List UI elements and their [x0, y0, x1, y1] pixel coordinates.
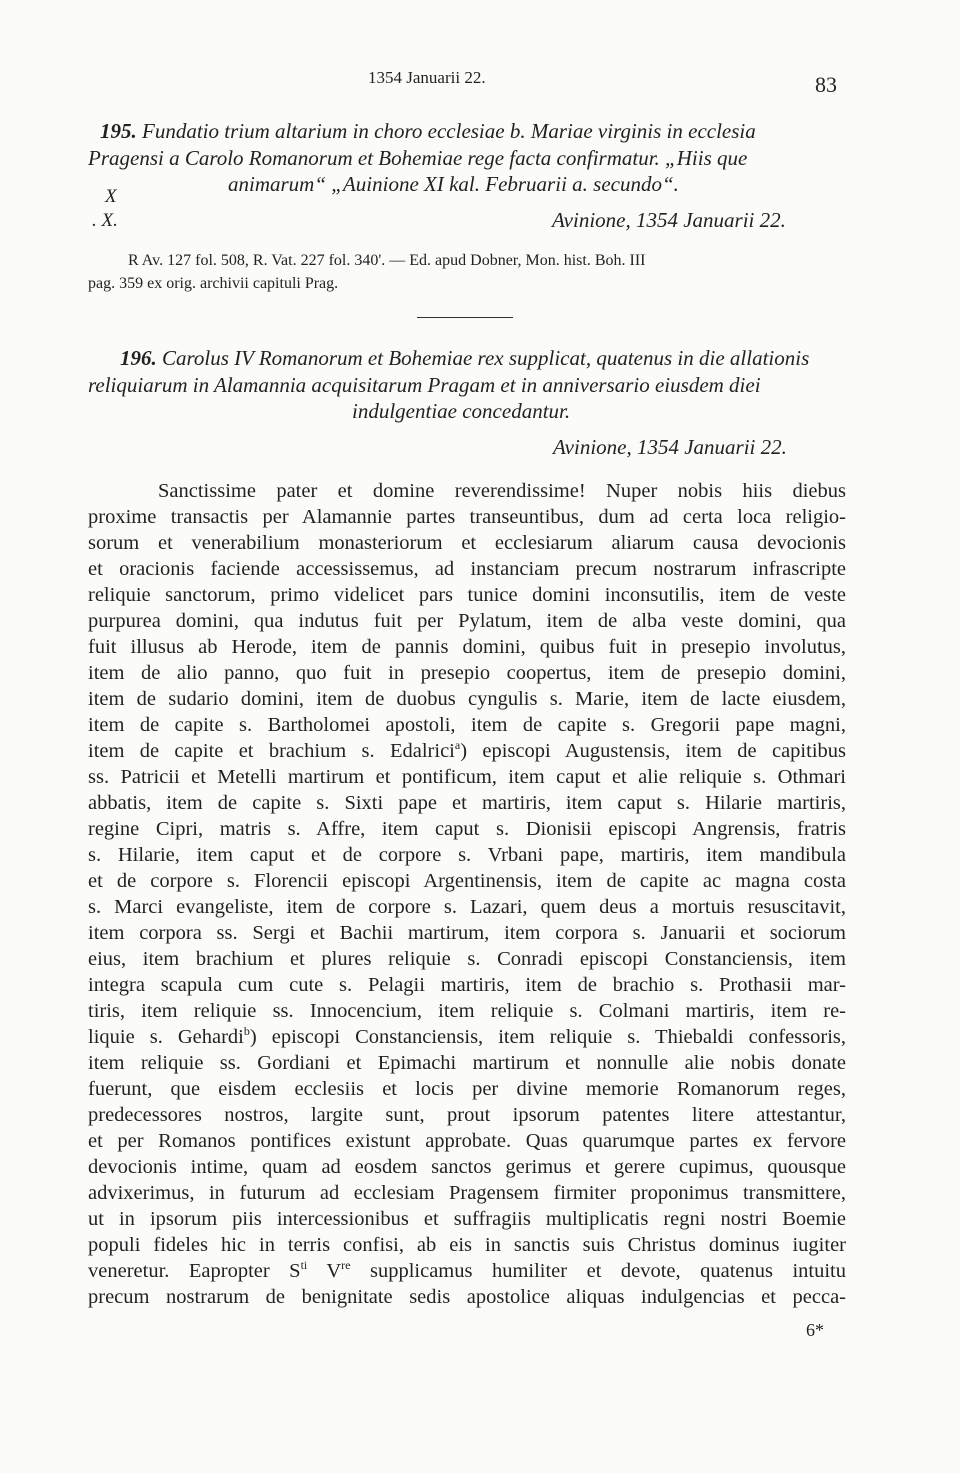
doc196-place-date: Avinione, 1354 Januarii 22. — [553, 435, 787, 459]
doc195-margin-mark-lower: . X. — [92, 210, 118, 231]
section-divider — [417, 317, 513, 318]
body-line-22: liquie s. Gehardi$^b$) episcopi Constanciensis, item reliquie s. Thiebaldi confessoris, — [88, 1024, 846, 1048]
body-line-10: item de capite s. Bartholomei apostoli, item de capite s. Gregorii pape magni, — [88, 714, 846, 736]
body-line-12: ss. Patricii et Metelli martirum et pontificum, item caput et alie reliquie s. Othmari — [88, 766, 846, 788]
body-line-24: fuerunt, que eisdem ecclesiis et locis per divine memorie Romanorum reges, — [88, 1078, 846, 1100]
body-line-11: item de capite et brachium s. Edalrici$^a$) episcopi Augustensis, item de capitibus — [88, 738, 846, 762]
body-line-27: devocionis intime, quam ad eosdem sanctos gerimus et gerere cupimus, quousque — [88, 1156, 846, 1178]
body-line-32: precum nostrarum de benignitate sedis apostolice aliquas indulgencias et pecca- — [88, 1286, 846, 1308]
doc195-number: 195. — [100, 119, 137, 143]
body-line-7: fuit illusus ab Herode, item de pannis domini, quibus fuit in presepio involutus, — [88, 636, 846, 658]
body-line-1: Sanctissime pater et domine reverendissime! Nuper nobis hiis diebus — [158, 480, 846, 502]
page-number: 83 — [815, 72, 837, 97]
body-line-15: s. Hilarie, item caput et de corpore s. Vrbani pape, martiris, item mandibula — [88, 844, 846, 866]
body-line-16: et de corpore s. Florencii episcopi Argentinensis, item de capite ac magna costa — [88, 870, 846, 892]
doc195-place-date: Avinione, 1354 Januarii 22. — [552, 208, 786, 232]
body-line-25: predecessores nostros, largite sunt, prout ipsorum patentes litere attestantur, — [88, 1104, 846, 1126]
footnote-marker-a: a — [454, 738, 461, 753]
doc195-margin-mark-upper: X — [105, 186, 117, 207]
body-line-3: sorum et venerabilium monasteriorum et ecclesiarum aliarum causa devocionis — [88, 532, 846, 554]
footnote-marker-b: b — [243, 1024, 250, 1039]
body-line-28: advixerimus, in futurum ad ecclesiam Pragensem firmiter proponimus transmittere, — [88, 1182, 846, 1204]
body-line-14: regine Cipri, matris s. Affre, item caput s. Dionisii episcopi Angrensis, fratris — [88, 818, 846, 840]
doc196-regest-line2: reliquiarum in Alamannia acquisitarum Pragam et in anniversario eiusdem diei — [88, 373, 761, 397]
body-line-8: item de alio panno, quo fuit in presepio coopertus, item de presepio domini, — [88, 662, 846, 684]
body-line-9: item de sudario domini, item de duobus cyngulis s. Marie, item de lacte eiusdem, — [88, 688, 846, 710]
doc195-regest-line3: animarum“ „Auinione XI kal. Februarii a. secundo“. — [228, 172, 679, 196]
body-line-30: populi fideles hic in terris confisi, ab eis in sanctis suis Christus dominus iugiter — [88, 1234, 846, 1256]
body-line-23: item reliquie ss. Gordiani et Epimachi martirum et nonnulle alie nobis donate — [88, 1052, 846, 1074]
doc195-regest-line2: Pragensi a Carolo Romanorum et Bohemiae rege facta confirmatur. „Hiis que — [88, 146, 748, 170]
signature-mark: 6* — [806, 1320, 824, 1340]
doc196-number: 196. — [120, 346, 157, 370]
body-line-6: purpurea domini, qua indutus fuit per Pylatum, item de alba veste domini, qua — [88, 610, 846, 632]
body-line-29: ut in ipsorum piis intercessionibus et suffragiis multiplicatis regni nostri Boemie — [88, 1208, 846, 1230]
doc195-sources-line1: R Av. 127 fol. 508, R. Vat. 227 fol. 340'. — Ed. apud Dobner, Mon. hist. Boh. III — [128, 252, 646, 269]
body-line-5: reliquie sanctorum, primo videlicet pars tunice domini inconsutilis, item de veste — [88, 584, 846, 606]
body-line-20: integra scapula cum cute s. Pelagii martiris, item de brachio s. Prothasii mar- — [88, 974, 846, 996]
body-line-18: item corpora ss. Sergi et Bachii martirum, item corpora s. Januarii et sociorum — [88, 922, 846, 944]
doc195-sources-line2: pag. 359 ex orig. archivii capituli Prag. — [88, 275, 339, 292]
body-line-17: s. Marci evangeliste, item de corpore s. Lazari, quem deus a mortuis resuscitavit, — [88, 896, 846, 918]
body-line-31: veneretur. Eapropter $S^{ti}$ Vre supplicamus humiliter et devote, quatenus intuitu — [88, 1258, 846, 1282]
body-line-13: abbatis, item de capite s. Sixti pape et martiris, item caput s. Hilarie martiris, — [88, 792, 846, 814]
doc196-regest-line3: indulgentiae concedantur. — [352, 399, 571, 423]
body-line-19: eius, item brachium et plures reliquie s. Conradi episcopi Constanciensis, item — [88, 948, 846, 970]
doc195-regest-line1: 195. Fundatio trium altarium in choro ecclesiae b. Mariae virginis in ecclesia — [100, 119, 756, 143]
running-title: 1354 Januarii 22. — [368, 68, 486, 87]
doc196-regest-line1: 196. Carolus IV Romanorum et Bohemiae rex supplicat, quatenus in die allationis — [120, 346, 810, 370]
body-line-21: tiris, item reliquie ss. Innocencium, item reliquie s. Colmani martiris, item re- — [88, 1000, 846, 1022]
body-line-2: proxime transactis per Alamannie partes transeuntibus, dum ad certa loca religio- — [88, 506, 846, 528]
body-line-4: et oracionis faciende accessissemus, ad instanciam precum nostrarum infrascripte — [88, 558, 846, 580]
body-line-26: et per Romanos pontifices existunt approbate. Quas quarumque partes ex fervore — [88, 1130, 846, 1152]
